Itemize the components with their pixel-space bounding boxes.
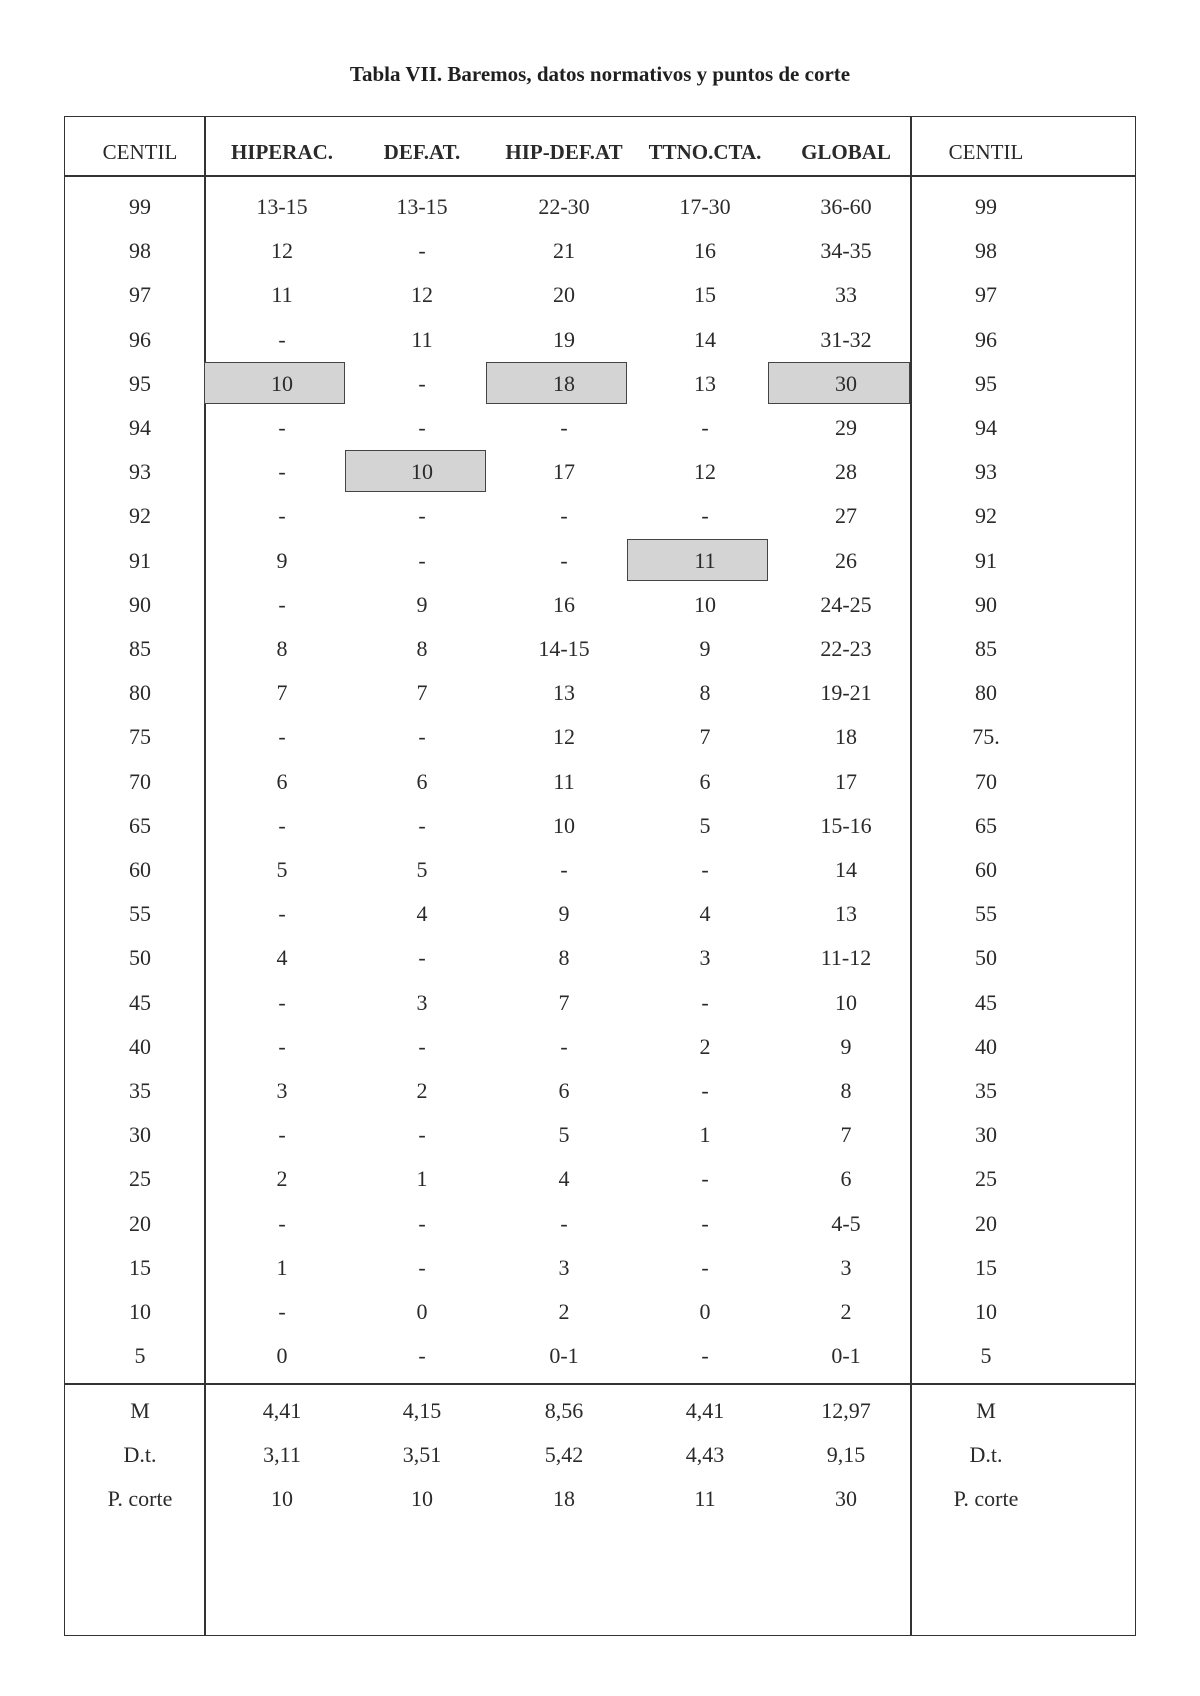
- table-cell: 4: [699, 901, 711, 927]
- table-cell: 94: [129, 415, 151, 440]
- table-cell: 50: [975, 945, 997, 971]
- table-cell: 4: [416, 901, 428, 927]
- table-cell: 3: [840, 1254, 852, 1280]
- table-cell: 60: [975, 857, 997, 882]
- table-cell: -: [278, 812, 286, 838]
- table-cell: 20: [129, 1210, 151, 1236]
- table-cell: -: [560, 503, 568, 529]
- row-divider: [65, 1383, 1135, 1385]
- table-cell: 15: [975, 1254, 997, 1280]
- table-cell: 80: [975, 680, 997, 706]
- column-header: HIPERAC.: [230, 140, 334, 164]
- table-cell: 98: [975, 238, 997, 264]
- table-cell: 60: [129, 857, 151, 882]
- stats-cell: 10: [411, 1486, 433, 1511]
- table-cell: 5: [416, 857, 428, 882]
- table-cell: 4-5: [831, 1210, 861, 1236]
- table-cell: 12: [271, 238, 293, 264]
- table-cell: 9: [699, 636, 711, 661]
- table-cell: 7: [558, 989, 570, 1015]
- table-cell: 17: [553, 459, 575, 485]
- table-cell: 80: [129, 680, 151, 706]
- table-cell: 34-35: [820, 238, 872, 264]
- table-cell: 13: [694, 370, 716, 396]
- table-cell: 22-30: [538, 194, 590, 219]
- column-header: CENTIL: [948, 140, 1024, 164]
- column-header: TTNO.CTA.: [648, 140, 762, 164]
- table-cell: 2: [416, 1078, 428, 1103]
- table-cell: -: [278, 1299, 286, 1324]
- table-cell: 45: [129, 989, 151, 1015]
- table-cell: 90: [975, 591, 997, 617]
- table-cell: 3: [699, 945, 711, 971]
- table-cell: 8: [699, 680, 711, 706]
- stats-cell: 4,43: [685, 1442, 725, 1467]
- table-cell: 6: [840, 1166, 852, 1192]
- table-cell: 1: [699, 1122, 711, 1148]
- table-cell: 36-60: [820, 194, 872, 219]
- table-cell: -: [418, 1122, 426, 1148]
- table-cell: 75.: [972, 724, 1000, 750]
- stats-cell: 8,56: [544, 1398, 584, 1423]
- table-cell: -: [701, 1166, 709, 1192]
- stats-cell: D.t.: [969, 1442, 1003, 1467]
- table-cell: 19-21: [820, 680, 872, 706]
- table-cell: 13: [835, 901, 857, 927]
- table-cell: 2: [699, 1033, 711, 1059]
- table-cell: 1: [416, 1166, 428, 1192]
- table-cell: -: [701, 1343, 709, 1369]
- table-cell: -: [278, 459, 286, 485]
- table-cell: 6: [558, 1078, 570, 1103]
- stats-cell: 18: [553, 1486, 575, 1511]
- table-cell: 13: [553, 680, 575, 706]
- stats-cell: 4,41: [685, 1398, 725, 1423]
- table-cell: 9: [840, 1033, 852, 1059]
- stats-cell: 4,15: [402, 1398, 442, 1423]
- table-cell: -: [418, 370, 426, 396]
- table-cell: 5: [134, 1343, 146, 1369]
- table-cell: 8: [416, 636, 428, 661]
- table-cell: 25: [975, 1166, 997, 1192]
- table-cell: 12: [694, 459, 716, 485]
- table-cell: 5: [980, 1343, 992, 1369]
- table-cell: 13-15: [256, 194, 308, 219]
- table-cell: -: [701, 503, 709, 529]
- table-cell: -: [701, 415, 709, 440]
- table-cell: 14-15: [538, 636, 590, 661]
- column-header: HIP-DEF.AT: [505, 140, 623, 164]
- table-cell: 91: [975, 547, 997, 573]
- table-cell: -: [560, 1210, 568, 1236]
- table-cell: 30: [835, 370, 857, 396]
- table-caption: Tabla VII. Baremos, datos normativos y puntos de corte: [349, 62, 851, 86]
- table-cell: -: [418, 547, 426, 573]
- table-cell: 13-15: [396, 194, 448, 219]
- table-cell: 65: [975, 812, 997, 838]
- table-cell: 40: [129, 1033, 151, 1059]
- table-cell: 6: [276, 768, 288, 794]
- table-cell: 22-23: [820, 636, 872, 661]
- table-cell: -: [278, 1122, 286, 1148]
- table-cell: -: [278, 326, 286, 352]
- table-cell: 3: [416, 989, 428, 1015]
- table-cell: 5: [276, 857, 288, 882]
- table-cell: -: [278, 1210, 286, 1236]
- table-cell: 25: [129, 1166, 151, 1192]
- table-cell: 2: [558, 1299, 570, 1324]
- table-cell: 0: [276, 1343, 288, 1369]
- stats-cell: 11: [694, 1486, 716, 1511]
- table-cell: 1: [276, 1254, 288, 1280]
- table-cell: -: [278, 724, 286, 750]
- table-cell: 4: [276, 945, 288, 971]
- stats-cell: 4,41: [262, 1398, 302, 1423]
- table-cell: 17: [835, 768, 857, 794]
- stats-cell: 3,51: [402, 1442, 442, 1467]
- table-cell: -: [278, 901, 286, 927]
- table-cell: 20: [975, 1210, 997, 1236]
- table-cell: 33: [835, 282, 857, 308]
- table-cell: 30: [975, 1122, 997, 1148]
- table-cell: 75: [129, 724, 151, 750]
- table-cell: -: [278, 415, 286, 440]
- table-cell: 35: [975, 1078, 997, 1103]
- stats-cell: 3,11: [263, 1442, 301, 1467]
- table-cell: -: [278, 1033, 286, 1059]
- table-cell: 99: [129, 194, 151, 219]
- table-cell: 2: [840, 1299, 852, 1324]
- table-cell: 6: [416, 768, 428, 794]
- table-cell: 0: [699, 1299, 711, 1324]
- table-cell: 8: [840, 1078, 852, 1103]
- table-cell: 97: [129, 282, 151, 308]
- table-cell: 9: [416, 591, 428, 617]
- table-cell: 15: [129, 1254, 151, 1280]
- table-cell: -: [418, 812, 426, 838]
- table-cell: -: [701, 989, 709, 1015]
- table-cell: 93: [129, 459, 151, 485]
- table-cell: -: [418, 1343, 426, 1369]
- table-cell: -: [278, 503, 286, 529]
- table-cell: 40: [975, 1033, 997, 1059]
- column-header: GLOBAL: [801, 140, 891, 164]
- table-cell: 11: [553, 768, 575, 794]
- table-cell: 17-30: [679, 194, 731, 219]
- table-cell: 28: [835, 459, 857, 485]
- table-cell: -: [701, 1254, 709, 1280]
- table-cell: 16: [694, 238, 716, 264]
- table-cell: 15-16: [820, 812, 872, 838]
- table-cell: 10: [975, 1299, 997, 1324]
- table-cell: 95: [129, 370, 151, 396]
- table-cell: -: [560, 547, 568, 573]
- table-cell: 11: [271, 282, 293, 308]
- table-cell: 92: [975, 503, 997, 529]
- stats-cell: 5,42: [544, 1442, 584, 1467]
- table-cell: 12: [411, 282, 433, 308]
- table-cell: -: [701, 1210, 709, 1236]
- table-cell: 91: [129, 547, 151, 573]
- table-cell: 45: [975, 989, 997, 1015]
- table-cell: 11-12: [820, 945, 872, 971]
- table-cell: 3: [276, 1078, 288, 1103]
- table-cell: 10: [129, 1299, 151, 1324]
- table-cell: -: [701, 857, 709, 882]
- table-cell: 85: [975, 636, 997, 661]
- table-cell: -: [560, 857, 568, 882]
- stats-cell: P. corte: [953, 1486, 1019, 1511]
- table-cell: -: [560, 1033, 568, 1059]
- stats-cell: 30: [835, 1486, 857, 1511]
- table-cell: 7: [840, 1122, 852, 1148]
- table-cell: 29: [835, 415, 857, 440]
- table-cell: 10: [271, 370, 293, 396]
- table-cell: 7: [416, 680, 428, 706]
- table-cell: 31-32: [820, 326, 872, 352]
- table-cell: 7: [276, 680, 288, 706]
- table-cell: 10: [411, 459, 433, 485]
- table-cell: 5: [558, 1122, 570, 1148]
- table-cell: 24-25: [820, 591, 872, 617]
- table-cell: 19: [553, 326, 575, 352]
- table-cell: -: [418, 238, 426, 264]
- table-cell: -: [278, 591, 286, 617]
- table-cell: 18: [835, 724, 857, 750]
- table-cell: 11: [694, 547, 716, 573]
- table-cell: 65: [129, 812, 151, 838]
- table-cell: 70: [129, 768, 151, 794]
- table-cell: 85: [129, 636, 151, 661]
- table-cell: -: [278, 989, 286, 1015]
- table-cell: -: [560, 415, 568, 440]
- table-cell: 14: [694, 326, 716, 352]
- table-cell: 96: [975, 326, 997, 352]
- stats-cell: 12,97: [821, 1398, 871, 1423]
- column-header: CENTIL: [102, 140, 178, 164]
- table-cell: 95: [975, 370, 997, 396]
- table-cell: 4: [558, 1166, 570, 1192]
- table-cell: 21: [553, 238, 575, 264]
- table-cell: -: [418, 945, 426, 971]
- table-cell: 55: [129, 901, 151, 927]
- table-cell: 16: [553, 591, 575, 617]
- table-cell: 90: [129, 591, 151, 617]
- row-divider: [65, 175, 1135, 177]
- table-cell: 27: [835, 503, 857, 529]
- stats-cell: M: [130, 1398, 150, 1423]
- table-cell: 12: [553, 724, 575, 750]
- table-cell: -: [418, 724, 426, 750]
- stats-cell: 10: [271, 1486, 293, 1511]
- norms-table: [64, 116, 1136, 1636]
- stats-cell: P. corte: [107, 1486, 173, 1511]
- stats-cell: 9,15: [826, 1442, 866, 1467]
- table-cell: -: [701, 1078, 709, 1103]
- table-cell: 5: [699, 812, 711, 838]
- table-cell: -: [418, 1254, 426, 1280]
- table-cell: 8: [276, 636, 288, 661]
- table-cell: 10: [835, 989, 857, 1015]
- table-cell: 30: [129, 1122, 151, 1148]
- table-cell: 3: [558, 1254, 570, 1280]
- table-cell: 70: [975, 768, 997, 794]
- table-cell: 7: [699, 724, 711, 750]
- table-cell: 9: [558, 901, 570, 927]
- table-cell: -: [418, 1210, 426, 1236]
- table-cell: 8: [558, 945, 570, 971]
- table-cell: 93: [975, 459, 997, 485]
- stats-cell: D.t.: [123, 1442, 157, 1467]
- table-cell: 15: [694, 282, 716, 308]
- table-cell: 98: [129, 238, 151, 264]
- table-cell: 14: [835, 857, 857, 882]
- table-cell: -: [418, 503, 426, 529]
- column-header: DEF.AT.: [383, 140, 461, 164]
- table-cell: 99: [975, 194, 997, 219]
- table-cell: 20: [553, 282, 575, 308]
- table-cell: 0-1: [831, 1343, 861, 1369]
- table-cell: 11: [411, 326, 433, 352]
- table-cell: 50: [129, 945, 151, 971]
- table-cell: -: [418, 1033, 426, 1059]
- table-cell: 96: [129, 326, 151, 352]
- table-cell: 0: [416, 1299, 428, 1324]
- table-cell: 0-1: [549, 1343, 579, 1369]
- table-cell: 10: [553, 812, 575, 838]
- table-cell: 9: [276, 547, 288, 573]
- table-cell: 35: [129, 1078, 151, 1103]
- table-cell: 97: [975, 282, 997, 308]
- table-cell: -: [418, 415, 426, 440]
- table-cell: 6: [699, 768, 711, 794]
- table-cell: 92: [129, 503, 151, 529]
- table-cell: 18: [553, 370, 575, 396]
- table-cell: 2: [276, 1166, 288, 1192]
- table-cell: 55: [975, 901, 997, 927]
- table-cell: 94: [975, 415, 997, 440]
- table-cell: 26: [835, 547, 857, 573]
- table-cell: 10: [694, 591, 716, 617]
- stats-cell: M: [976, 1398, 996, 1423]
